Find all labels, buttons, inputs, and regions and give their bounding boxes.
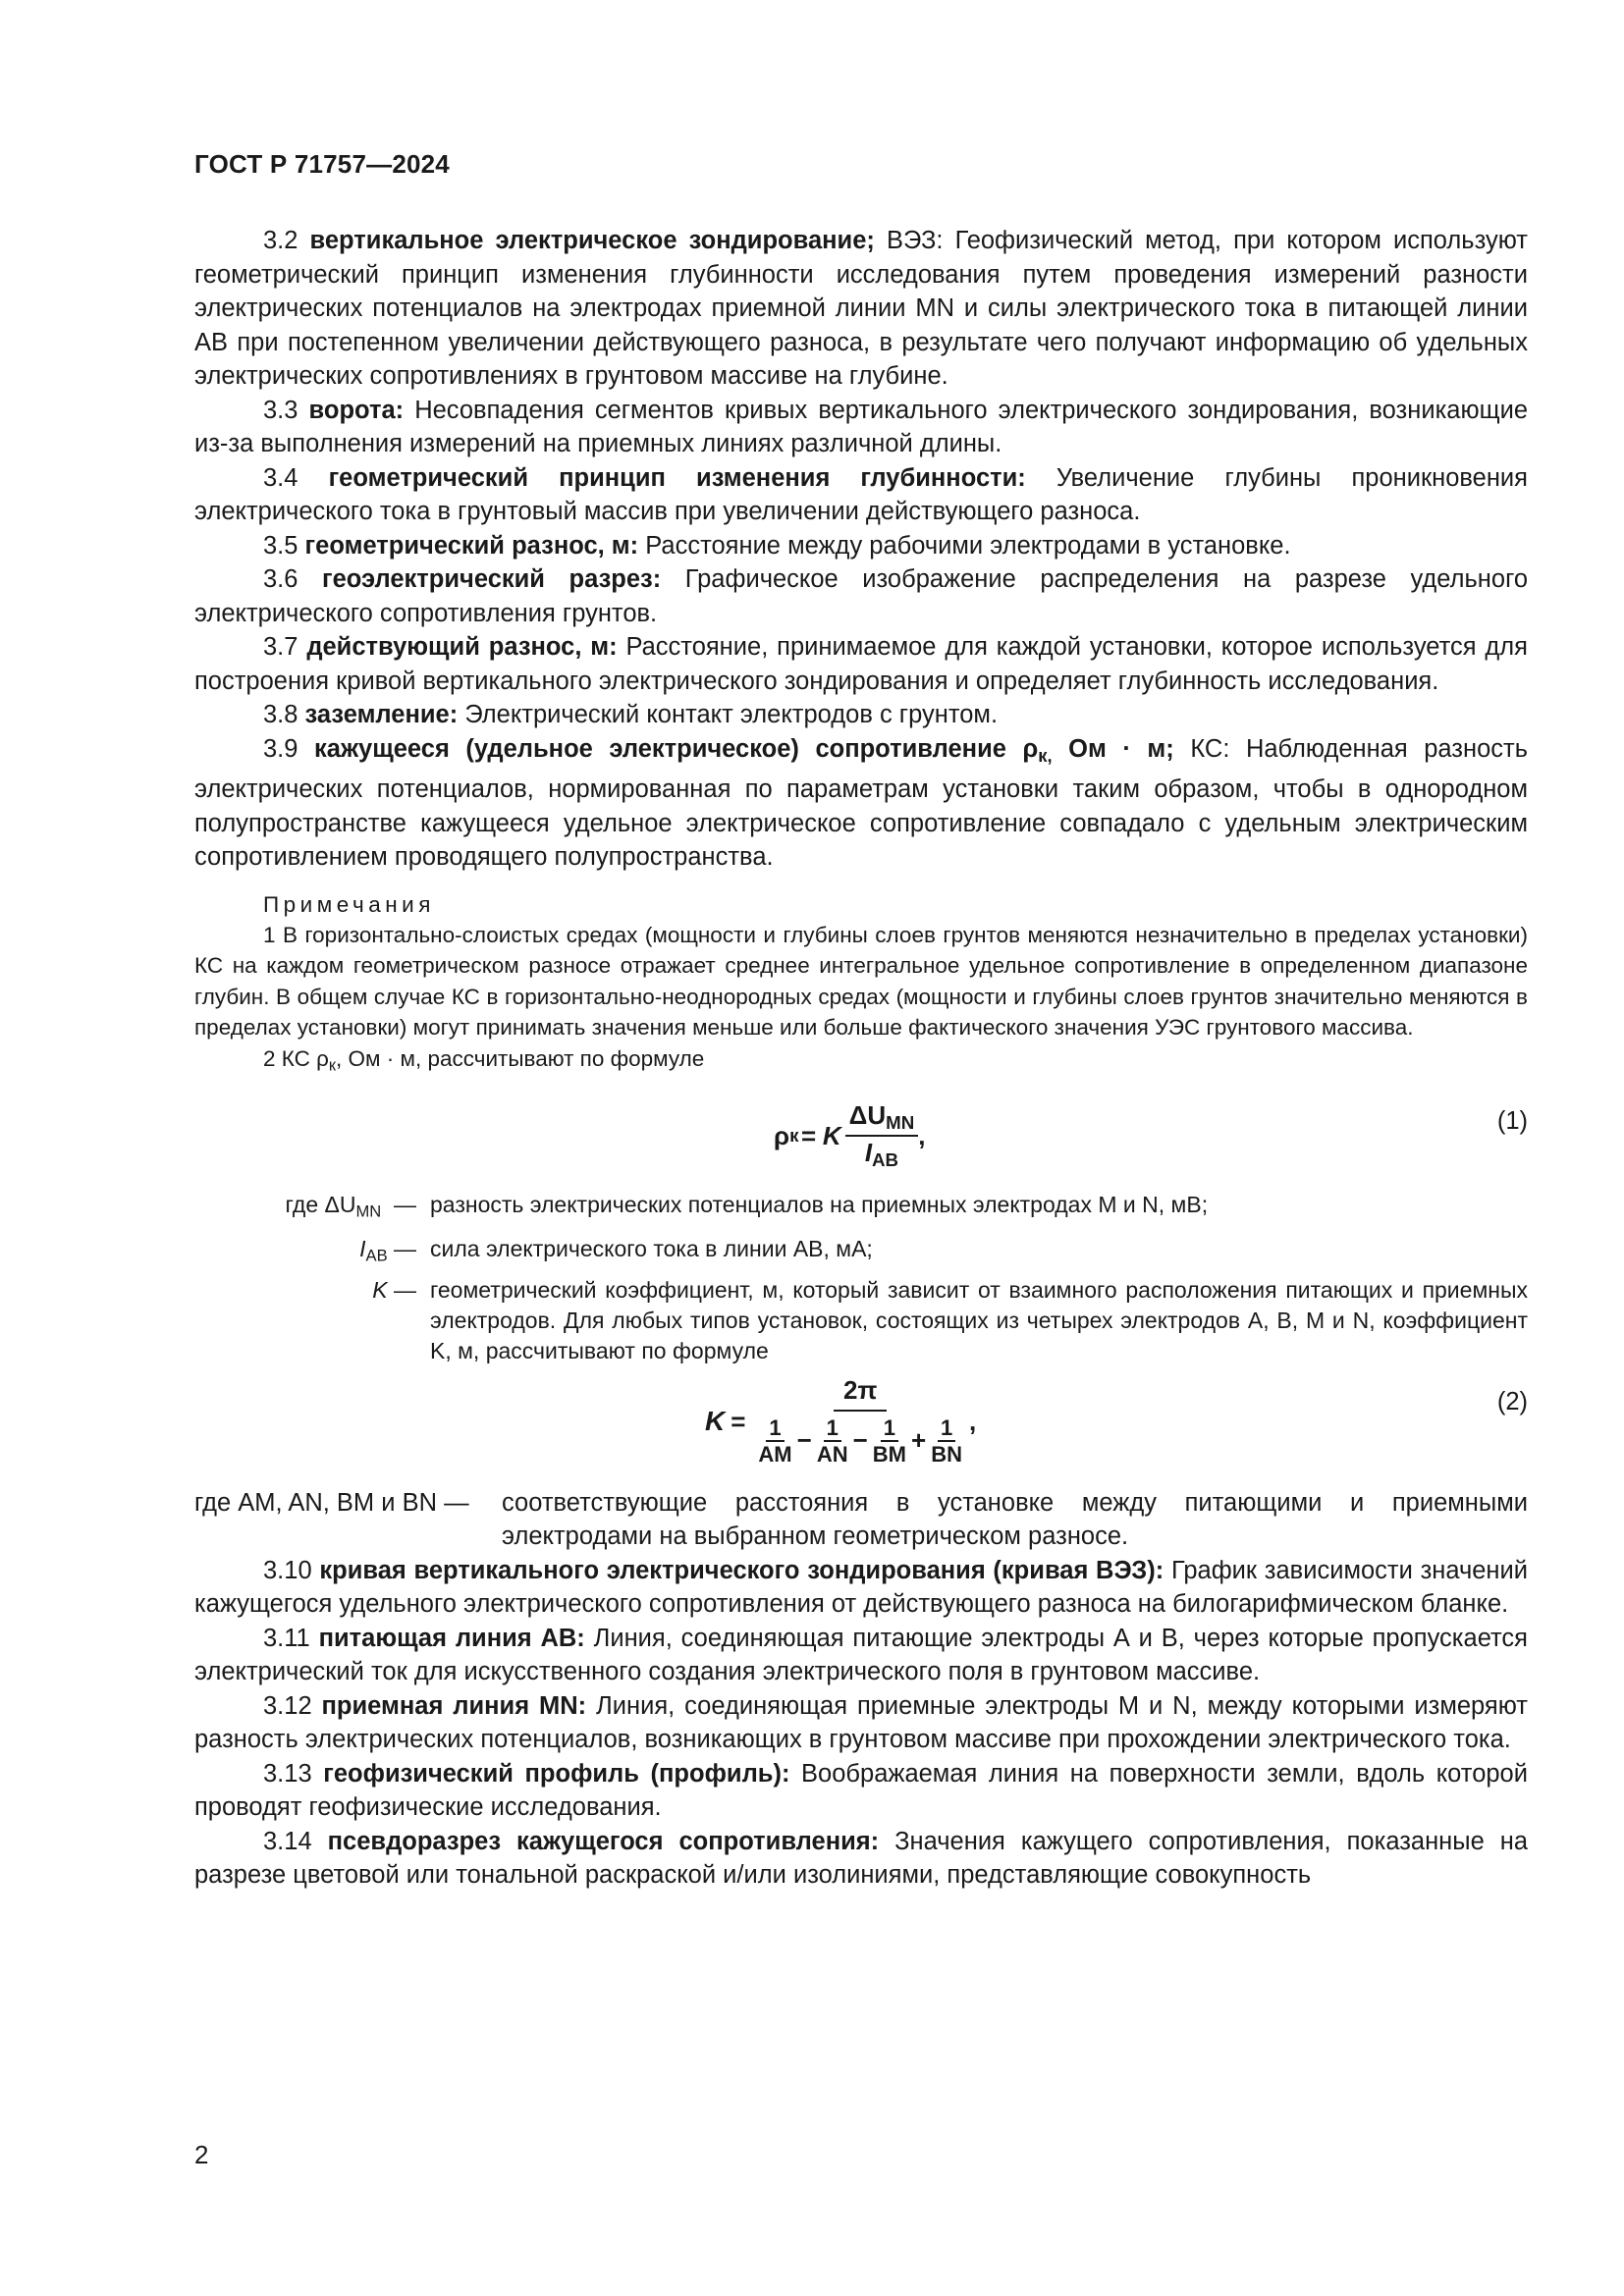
formula-1: ρ к = K $\frac{\Delta U_{MN}}{I_{AB}}$ , (1) [774, 1099, 1528, 1171]
fraction: $\frac{\Delta U_{MN}}{I_{AB}}$ [845, 1101, 919, 1172]
document-body [194, 224, 1528, 1893]
note-1: 1 В горизонтально-слоистых средах (мощности и глубины слоев грунтов меняются незначительно в пределах установки) КС на каждом геометрическом разносе отражает среднее интегральное удельное сопротивление в определенном диапазоне глубин. В общем случае КС в горизонтально-неоднородных средах (мощности и глубины слоев грунтов значительно меняются в пределах установки) могут принимать значения меньше или больше фактического значения УЭС грунтового массива. [194, 922, 1528, 1041]
formula-number: (1) [1496, 1106, 1528, 1135]
paragraph-3-14: 3.14 псевдоразрез кажущегося сопротивления: Значения кажущего сопротивления, показанные на разрезе цветовой или тональной раскраской и/или изолиниями, представляющие совокупность [194, 1827, 1529, 1890]
term: питающая линия AB: [318, 1624, 585, 1652]
term: псевдоразрез кажущегося сопротивления: [327, 1827, 880, 1855]
term: вертикальное электрическое зондирование; [309, 227, 875, 254]
paragraph-3-12: 3.12 приемная линия MN: Линия, соединяющая приемные электроды M и N, между которыми измеряют разность электрических потенциалов, возникающих в грунтовом массиве при прохождении электрического тока. [194, 1691, 1528, 1754]
term: кажущееся (удельное электрическое) сопротивление $\rho_{к,}$ Ом · м; [314, 734, 1174, 766]
paragraph-3-2: 3.2 вертикальное электрическое зондирование; ВЭЗ: Геофизический метод, при котором используют геометрический принцип изменения глубинности исследования путем проведения измерений разности электрических потенциалов на электродах приемной линии MN и силы электрического тока в питающей линии AB при постепенном увеличении действующего разноса, в результате чего получают информацию об удельных электрических сопротивлениях в грунтовом массиве на глубине. [194, 227, 1528, 390]
term: ворота: [308, 396, 405, 424]
paragraph-3-8: 3.8 заземление: Электрический контакт электродов с грунтом. [263, 701, 999, 728]
term: заземление: [304, 701, 459, 728]
fraction: 2π $\frac{1}{AM}$ − $\frac{1}{AN}$ − $\frac{1}{BM}$ + $\frac{1}{BN}$ [758, 1374, 962, 1468]
where-block-1: где $\Delta U_{MN}$ — разность электрических потенциалов на приемных электродах M и N, мВ; $I_{AB}$ — сила электрического тока в линии AB, мА; K — геометрический коэффициент, м, который зависит от взаимного расположения питающих и приемных электродов. Для любых типов установок, состоящих из четырех электродов А, В, M и N, коэффициент K, м, рассчитывают по формуле [285, 1191, 1528, 1363]
term: геометрический разнос, м: [304, 531, 639, 560]
paragraph-3-6: 3.6 геоэлектрический разрез: Графическое изображение распределения на разрезе удельного электрического сопротивления грунтов. [194, 565, 1528, 627]
paragraph-3-5: 3.5 геометрический разнос, м: Расстояние между рабочими электродами в установке. [263, 531, 1291, 560]
page-number: 2 [194, 2140, 209, 2169]
term: геоэлектрический разрез: [322, 565, 662, 593]
paragraph-3-7: 3.7 действующий разнос, м: Расстояние, принимаемое для каждой установки, которое используется для построения кривой вертикального электрического зондирования и определяет глубинность исследования. [194, 633, 1528, 695]
term: действующий разнос, м: [306, 633, 618, 661]
paragraph-3-9: 3.9 кажущееся (удельное электрическое) сопротивление $\rho_{к,}$ Ом · м; КС: Наблюденная разность электрических потенциалов, нормированная по параметрам установки таким образом, чтобы в однородном полупространстве кажущееся удельное электрическое сопротивление совпадало с удельным электрическим сопротивлением проводящего полупространства. [194, 734, 1528, 872]
paragraph-3-11: 3.11 питающая линия AB: Линия, соединяющая питающие электроды А и В, через которые пропускается электрический ток для искусственного создания электрического поля в грунтовом массиве. [194, 1624, 1528, 1686]
term: приемная линия MN: [321, 1691, 587, 1720]
term: геофизический профиль (профиль): [323, 1759, 790, 1788]
paragraph-3-13: 3.13 геофизический профиль (профиль): Воображаемая линия на поверхности земли, вдоль которой проводят геофизические исследования. [194, 1759, 1528, 1822]
term: кривая вертикального электрического зондирования (кривая ВЭЗ): [319, 1556, 1164, 1584]
paragraph-3-3: 3.3 ворота: Несовпадения сегментов кривых вертикального электрического зондирования, возникающие из-за выполнения измерений на приемных линиях различной длины. [194, 396, 1528, 457]
notes-title: Примечания [263, 891, 435, 917]
where-block-2: где AM, AN, BM и BN — соответствующие расстояния в установке между питающими и приемными электродами на выбранном геометрическом разносе. [194, 1488, 1528, 1551]
paragraph-3-10: 3.10 кривая вертикального электрического зондирования (кривая ВЭЗ): График зависимости значений кажущегося удельного электрического сопротивления от действующего разноса на билогарифмическом бланке. [194, 1556, 1528, 1619]
term: геометрический принцип изменения глубинности: [328, 463, 1026, 492]
paragraph-3-4: 3.4 геометрический принцип изменения глубинности: Увеличение глубины проникновения электрического тока в грунтовый массив при увеличении действующего разноса. [194, 463, 1528, 525]
note-2: 2 КС $\rho_к$, Ом · м, рассчитывают по формуле [263, 1045, 705, 1075]
formula-number: (2) [1496, 1387, 1528, 1415]
document-header: ГОСТ Р 71757—2024 [194, 149, 450, 179]
formula-2: K = 2π $\frac{1}{AM}$ − $\frac{1}{AN}$ − $\frac{1}{BM}$ + $\frac{1}{BN}$ , (2) [705, 1374, 1528, 1468]
